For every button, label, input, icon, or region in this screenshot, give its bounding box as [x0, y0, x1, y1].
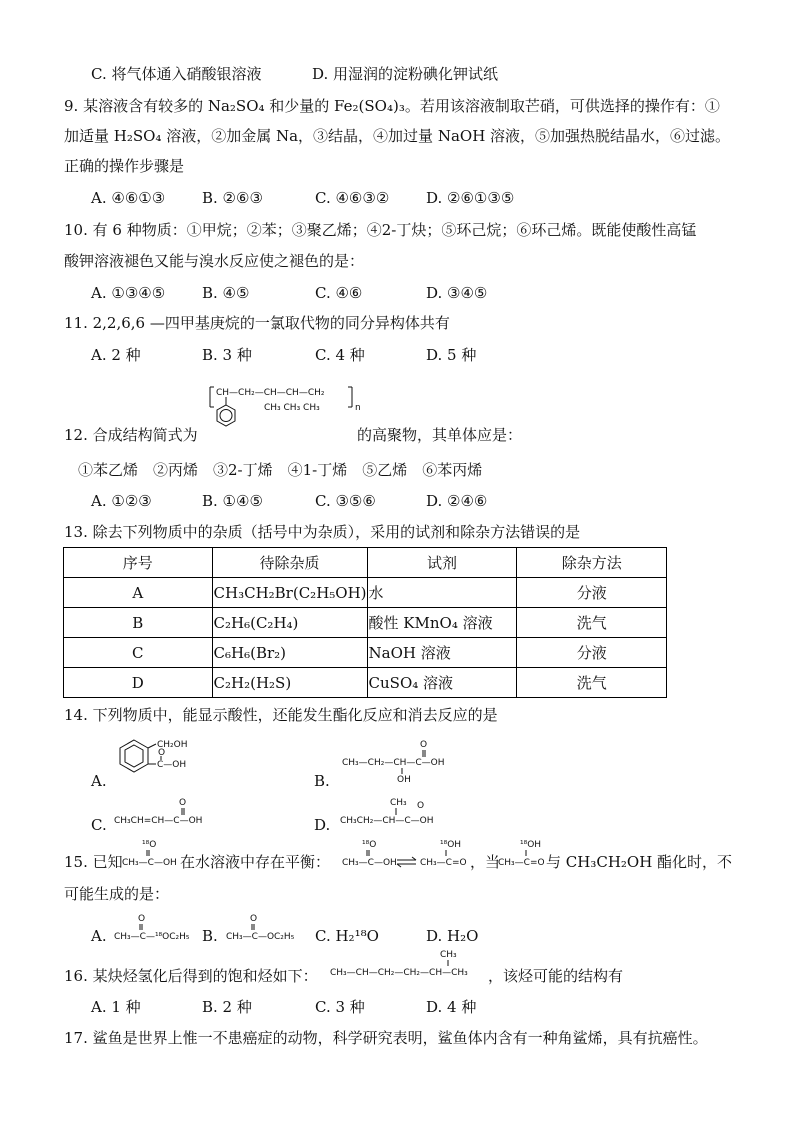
q15-option-d: D. H₂O — [426, 927, 479, 945]
table-cell: 洗气 — [517, 608, 667, 638]
q9-stem-line2: 加适量 H₂SO₄ 溶液，②加金属 Na，③结晶，④加过量 NaOH 溶液，⑤加强热脱结晶水，⑥过滤。 — [64, 127, 731, 145]
q13-table — [63, 547, 667, 698]
q14d-ch3: CH₃ — [390, 798, 407, 808]
q16-option-d: D. 4 种 — [426, 998, 477, 1016]
q17-stem: 17. 鲨鱼是世界上惟一不患癌症的动物，科学研究表明，鲨鱼体内含有一种角鲨烯，具有抗癌性。 — [64, 1029, 708, 1047]
table-cell: A — [64, 578, 213, 608]
q16-option-b: B. 2 种 — [202, 998, 252, 1016]
q10-option-d: D. ③④⑤ — [426, 284, 488, 302]
q9-option-b: B. ②⑥③ — [202, 189, 263, 207]
q11-stem: 11. 2,2,6,6 —四甲基庚烷的一氯取代物的同分异构体共有 — [64, 314, 450, 332]
q14d-chain: CH₃CH₂—CH—C—OH — [340, 816, 434, 826]
q15-optA-top: O — [138, 914, 146, 924]
q15-s1-main: CH₃—C—OH — [122, 858, 177, 868]
q12-option-a: A. ①②③ — [91, 492, 152, 510]
q12-stem-prefix: 12. 合成结构简式为 — [64, 426, 198, 444]
q14-structure-b — [340, 738, 450, 784]
q15-s3-top: ¹⁸OH — [520, 840, 542, 850]
q10-option-a: A. ①③④⑤ — [91, 284, 166, 302]
q12-option-c: C. ③⑤⑥ — [315, 492, 376, 510]
q12-formula-sub: CH₃ CH₃ CH₃ — [264, 403, 320, 413]
q9-stem-line3: 正确的操作步骤是 — [64, 157, 185, 175]
table-cell: 分液 — [517, 638, 667, 668]
q14a-side2: C—OH — [157, 760, 187, 770]
q11-option-b: B. 3 种 — [202, 346, 252, 364]
q9-option-c: C. ④⑥③② — [315, 189, 390, 207]
table-header-cell: 试剂 — [367, 548, 517, 578]
q14b-o: O — [420, 740, 428, 750]
q10-option-b: B. ④⑤ — [202, 284, 250, 302]
q10-stem-line1: 10. 有 6 种物质：①甲烷；②苯；③聚乙烯；④2-丁炔；⑤环己烷；⑥环己烯。既能使酸性高锰 — [64, 221, 697, 239]
q16-suffix: ，该烃可能的结构有 — [488, 967, 624, 985]
q14b-oh: OH — [397, 775, 411, 784]
q15-option-b-structure — [224, 913, 304, 945]
table-cell: CH₃CH₂Br(C₂H₅OH) — [212, 578, 367, 608]
q15-eq-right: CH₃—C=O — [420, 858, 467, 868]
q16-prefix: 16. 某炔烃氢化后得到的饱和烃如下： — [64, 967, 318, 985]
q15-option-b: B. — [202, 927, 218, 945]
table-cell: D — [64, 668, 213, 698]
q11-option-d: D. 5 种 — [426, 346, 477, 364]
q15-option-c: C. H₂¹⁸O — [315, 927, 379, 945]
q12-formula-top: CH—CH₂—CH—CH—CH₂ — [216, 388, 325, 398]
q14c-o: O — [179, 798, 187, 808]
q12-option-d: D. ②④⑥ — [426, 492, 488, 510]
q14d-o: O — [417, 801, 425, 811]
q15-s1-top: ¹⁸O — [142, 840, 157, 850]
q16-option-a: A. 1 种 — [91, 998, 141, 1016]
q8-option-d: D. 用湿润的淀粉碘化钾试纸 — [312, 65, 499, 83]
table-cell: C — [64, 638, 213, 668]
table-cell: CuSO₄ 溶液 — [367, 668, 517, 698]
table-cell: 水 — [367, 578, 517, 608]
q14-structure-a — [112, 736, 202, 784]
q15-mid2: ，当 — [470, 853, 501, 871]
q9-option-d: D. ②⑥①③⑤ — [426, 189, 515, 207]
q11-option-a: A. 2 种 — [91, 346, 141, 364]
q16-sub2: CH₃ — [440, 950, 457, 960]
q12-polymer-structure — [206, 383, 366, 441]
table-row — [64, 578, 667, 608]
table-cell: C₂H₂(H₂S) — [212, 668, 367, 698]
q10-stem-line2: 酸钾溶液褪色又能与溴水反应使之褪色的是： — [64, 252, 365, 270]
q14-structure-c — [112, 796, 222, 832]
q15-structure-acid — [120, 838, 180, 872]
q15-line2: 可能生成的是： — [64, 885, 170, 903]
q15-mid3: 与 CH₃CH₂OH 酯化时，不 — [546, 853, 733, 871]
q14-label-a: A. — [91, 772, 107, 790]
q9-option-a: A. ④⑥①③ — [91, 189, 166, 207]
q12-monomers: ①苯乙烯 ②丙烯 ③2-丁烯 ④1-丁烯 ⑤乙烯 ⑥苯丙烯 — [78, 461, 483, 479]
q14-label-c: C. — [91, 816, 107, 834]
q15-s3-main: CH₃—C=O — [498, 858, 545, 868]
q8-option-c: C. 将气体通入硝酸银溶液 — [91, 65, 262, 83]
q14-structure-d — [338, 796, 453, 832]
table-cell: 分液 — [517, 578, 667, 608]
q15-structure-s3 — [496, 838, 548, 872]
q15-eq-ltop: ¹⁸O — [362, 840, 377, 850]
q14a-side1: CH₂OH — [157, 740, 188, 750]
q15-option-a: A. — [91, 927, 107, 945]
q15-equilibrium — [340, 838, 470, 872]
table-row — [64, 668, 667, 698]
table-header-cell: 待除杂质 — [212, 548, 367, 578]
q15-eq-left: CH₃—C—OH — [342, 858, 397, 868]
q13-stem: 13. 除去下列物质中的杂质（括号中为杂质），采用的试剂和除杂方法错误的是 — [64, 523, 581, 541]
q15-mid: 在水溶液中存在平衡： — [180, 853, 331, 871]
q9-stem-line1: 9. 某溶液含有较多的 Na₂SO₄ 和少量的 Fe₂(SO₄)₃。若用该溶液制取芒硝，可供选择的操作有：① — [64, 97, 720, 115]
table-cell: 酸性 KMnO₄ 溶液 — [367, 608, 517, 638]
q14-stem: 14. 下列物质中，能显示酸性，还能发生酯化反应和消去反应的是 — [64, 706, 498, 724]
q12-formula-n: n — [355, 403, 361, 413]
q16-option-c: C. 3 种 — [315, 998, 365, 1016]
q14c-chain: CH₃CH=CH—C—OH — [114, 816, 203, 826]
q14a-o: O — [158, 748, 166, 758]
table-cell: C₂H₆(C₂H₄) — [212, 608, 367, 638]
table-cell: C₆H₆(Br₂) — [212, 638, 367, 668]
q15-option-a-structure — [112, 913, 192, 945]
q12-stem-suffix: 的高聚物，其单体应是： — [357, 426, 523, 444]
q11-option-c: C. 4 种 — [315, 346, 365, 364]
q15-optA-main: CH₃—C—¹⁸OC₂H₅ — [114, 932, 190, 942]
table-row — [64, 608, 667, 638]
q16-chain: CH₃—CH—CH₂—CH₂—CH—CH₃ — [330, 968, 468, 978]
q14-label-b: B. — [314, 772, 330, 790]
q15-optB-top: O — [250, 914, 258, 924]
q15-eq-rtop: ¹⁸OH — [440, 840, 462, 850]
q10-option-c: C. ④⑥ — [315, 284, 363, 302]
q15-optB-main: CH₃—C—OC₂H₅ — [226, 932, 295, 942]
table-header-cell: 序号 — [64, 548, 213, 578]
table-header-row — [64, 548, 667, 578]
table-cell: NaOH 溶液 — [367, 638, 517, 668]
benzene-circle-icon — [220, 410, 232, 422]
q12-option-b: B. ①④⑤ — [202, 492, 263, 510]
q16-saturated-hydrocarbon — [328, 948, 488, 982]
table-cell: 洗气 — [517, 668, 667, 698]
table-cell: B — [64, 608, 213, 638]
q14-label-d: D. — [314, 816, 331, 834]
q14b-chain: CH₃—CH₂—CH—C—OH — [342, 758, 445, 768]
table-header-cell: 除杂方法 — [517, 548, 667, 578]
q15-prefix: 15. 已知 — [64, 853, 123, 871]
table-row — [64, 638, 667, 668]
